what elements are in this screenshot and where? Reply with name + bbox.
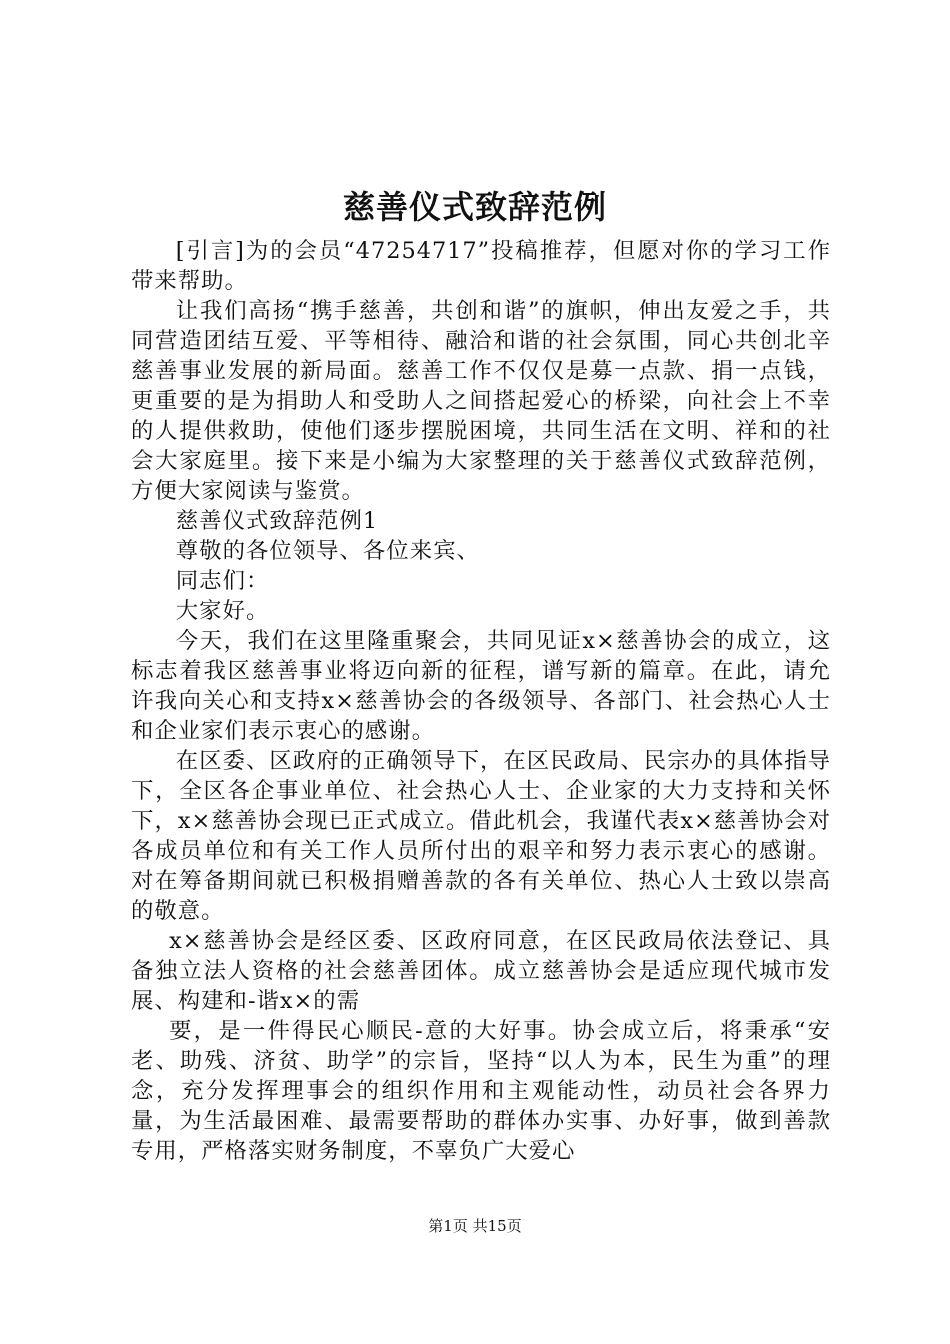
page-footer: 第1页 共15页 (428, 1217, 522, 1235)
document-title: 慈善仪式致辞范例 (342, 188, 607, 226)
paragraph-salutation: 尊敬的各位领导、各位来宾、 (175, 538, 480, 564)
paragraph-salutation-2: 同志们： (175, 568, 270, 594)
paragraph-mission: 要，是一件得民心顺民-意的大好事。协会成立后，将秉承“安老、助残、济贫、助学”的宗旨，坚持“以人为本，民生为重”的理念，充分发挥理事会的组织作用和主观能动性，动员社会各界力量，为生活最困难、最需要帮助的群体办实事、办好事，做到善款专用，严格落实财务制度，不辜负广大爱心 (131, 1018, 831, 1164)
document-body (131, 236, 831, 1166)
paragraph-today: 今天，我们在这里隆重聚会，共同见证x×慈善协会的成立，这标志着我区慈善事业将迈向新的征程，谱写新的篇章。在此，请允许我向关心和支持x×慈善协会的各级领导、各部门、社会热心人士和企业家们表示衷心的感谢。 (131, 628, 831, 744)
paragraph-association: x×慈善协会是经区委、区政府同意，在区民政局依法登记、具备独立法人资格的社会慈善团体。成立慈善协会是适应现代城市发展、构建和-谐x×的需 (131, 928, 831, 1014)
paragraph-example-heading: 慈善仪式致辞范例1 (175, 508, 379, 534)
paragraph-intro: [引言]为的会员“47254717”投稿推荐，但愿对你的学习工作带来帮助。 (131, 238, 831, 294)
paragraph-overview: 让我们高扬“携手慈善，共创和谐”的旗帜，伸出友爱之手，共同营造团结互爱、平等相待、融洽和谐的社会氛围，同心共创北辛慈善事业发展的新局面。慈善工作不仅仅是募一点款、捐一点钱，更重要的是为捐助人和受助人之间搭起爱心的桥梁，向社会上不幸的人提供救助，使他们逐步摆脱困境，共同生活在文明、祥和的社会大家庭里。接下来是小编为大家整理的关于慈善仪式致辞范例，方便大家阅读与鉴赏。 (131, 298, 831, 504)
paragraph-leadership: 在区委、区政府的正确领导下，在区民政局、民宗办的具体指导下，全区各企事业单位、社会热心人士、企业家的大力支持和关怀下，x×慈善协会现已正式成立。借此机会，我谨代表x×慈善协会对各成员单位和有关工作人员所付出的艰辛和努力表示衷心的感谢。对在筹备期间就已积极捐赠善款的各有关单位、热心人士致以崇高的敬意。 (131, 748, 831, 924)
paragraph-greeting: 大家好。 (175, 598, 270, 624)
